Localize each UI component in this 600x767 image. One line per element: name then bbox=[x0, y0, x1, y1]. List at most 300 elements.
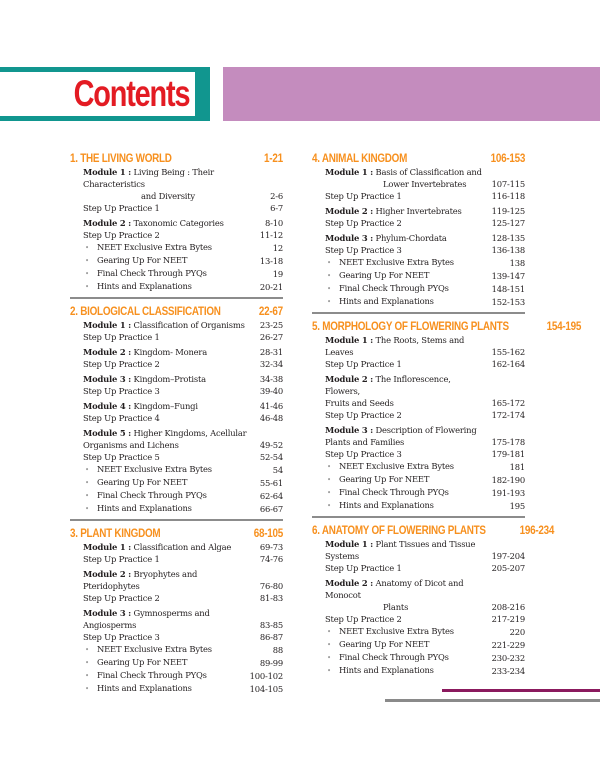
entry-label bbox=[83, 643, 269, 656]
toc-entry[interactable] bbox=[325, 448, 525, 460]
toc-entry[interactable] bbox=[325, 409, 525, 421]
entry-title: Final Check Through PYQs bbox=[339, 652, 449, 662]
toc-entry[interactable] bbox=[83, 669, 283, 682]
entry-label bbox=[83, 267, 269, 280]
chapter-pages: 22-67 bbox=[258, 306, 283, 318]
toc-entry[interactable] bbox=[83, 319, 283, 331]
entry-pages: 54 bbox=[272, 465, 283, 475]
toc-column-right bbox=[312, 152, 581, 683]
entry-title: Step Up Practice 1 bbox=[83, 554, 160, 564]
module-title: Gymnosperms and Angiosperms bbox=[83, 608, 210, 630]
toc-entry[interactable] bbox=[83, 427, 283, 451]
toc-entry[interactable] bbox=[83, 631, 283, 643]
entry-title: Step Up Practice 1 bbox=[83, 203, 160, 213]
module-title: Kingdom- Monera bbox=[133, 347, 208, 357]
entry-label bbox=[325, 334, 488, 358]
toc-entry[interactable] bbox=[83, 476, 283, 489]
toc-entry[interactable] bbox=[325, 473, 525, 486]
module-label: Module 4 : bbox=[83, 401, 132, 411]
entry-pages: 175-178 bbox=[491, 437, 525, 447]
entry-title: Step Up Practice 2 bbox=[325, 410, 402, 420]
module-title: Phylum-Chordata bbox=[375, 233, 447, 243]
module-label: Module 1 : bbox=[325, 335, 374, 345]
entry-label bbox=[83, 166, 266, 202]
toc-entry[interactable] bbox=[325, 232, 525, 244]
entry-label bbox=[325, 424, 488, 448]
entry-label bbox=[83, 385, 256, 397]
entry-pages: 49-52 bbox=[259, 440, 283, 450]
entry-label bbox=[325, 577, 488, 613]
module-title-continued: Fruits and Seeds bbox=[325, 398, 394, 408]
entry-title: Gearing Up For NEET bbox=[97, 657, 188, 667]
toc-entry[interactable] bbox=[325, 373, 525, 409]
entry-pages: 138 bbox=[509, 258, 525, 268]
chapter-entries bbox=[312, 334, 525, 512]
entry-title: Step Up Practice 1 bbox=[83, 332, 160, 342]
entry-title: Final Check Through PYQs bbox=[339, 283, 449, 293]
entry-pages: 139-147 bbox=[491, 271, 525, 281]
entry-label bbox=[83, 319, 256, 331]
entry-title: Hints and Explanations bbox=[339, 665, 434, 675]
module-label: Module 2 : bbox=[325, 206, 374, 216]
module-title-continued: and Diversity bbox=[141, 191, 195, 201]
entry-title: Hints and Explanations bbox=[97, 683, 192, 693]
entry-pages: 69-73 bbox=[259, 542, 283, 552]
chapter-divider bbox=[70, 297, 283, 299]
entry-label bbox=[83, 217, 261, 229]
entry-label bbox=[325, 538, 488, 562]
entry-label bbox=[83, 592, 256, 604]
module-title: Description of Flowering bbox=[375, 425, 477, 435]
entry-label bbox=[83, 682, 246, 695]
entry-pages: 208-216 bbox=[491, 602, 525, 612]
entry-title: Hints and Explanations bbox=[97, 281, 192, 291]
toc-entry[interactable] bbox=[325, 577, 525, 613]
toc-entry[interactable] bbox=[83, 346, 283, 358]
toc-entry[interactable] bbox=[325, 166, 525, 190]
chapter-pages: 154-195 bbox=[546, 321, 581, 333]
chapter-entries bbox=[312, 166, 525, 308]
toc-entry[interactable] bbox=[83, 385, 283, 397]
footer-decor-line-magenta bbox=[442, 689, 600, 692]
entry-label bbox=[325, 486, 488, 499]
entry-title: NEET Exclusive Extra Bytes bbox=[97, 644, 212, 654]
entry-label bbox=[83, 541, 256, 553]
toc-entry[interactable] bbox=[325, 334, 525, 358]
entry-pages: 172-174 bbox=[491, 410, 525, 420]
entry-pages: 119-125 bbox=[491, 206, 525, 216]
entry-label bbox=[325, 664, 488, 677]
toc-entry[interactable] bbox=[325, 205, 525, 217]
toc-entry[interactable] bbox=[83, 267, 283, 280]
entry-title: Step Up Practice 3 bbox=[325, 245, 402, 255]
entry-pages: 233-234 bbox=[491, 666, 525, 676]
module-label: Module 1 : bbox=[83, 542, 132, 552]
chapter-title[interactable]: 2. BIOLOGICAL CLASSIFICATION bbox=[70, 306, 221, 318]
chapter-title[interactable]: 6. ANATOMY OF FLOWERING PLANTS bbox=[312, 525, 486, 537]
toc-entry[interactable] bbox=[83, 682, 283, 695]
entry-pages: 128-135 bbox=[491, 233, 525, 243]
chapter-heading[interactable] bbox=[312, 320, 581, 334]
entry-title: Step Up Practice 4 bbox=[83, 413, 160, 423]
module-title: Kingdom–Protista bbox=[133, 374, 206, 384]
entry-title: Final Check Through PYQs bbox=[339, 487, 449, 497]
entry-pages: 136-138 bbox=[491, 245, 525, 255]
entry-pages: 217-219 bbox=[491, 614, 525, 624]
entry-label bbox=[325, 473, 488, 486]
entry-pages: 230-232 bbox=[491, 653, 525, 663]
module-label: Module 3 : bbox=[83, 608, 132, 618]
chapter-heading[interactable] bbox=[312, 152, 525, 166]
module-title-continued: Lower Invertebrates bbox=[383, 179, 467, 189]
toc-entry[interactable] bbox=[83, 331, 283, 343]
entry-pages: 179-181 bbox=[491, 449, 525, 459]
entry-pages: 52-54 bbox=[259, 452, 283, 462]
entry-label bbox=[325, 205, 488, 217]
entry-pages: 221-229 bbox=[491, 640, 525, 650]
entry-label bbox=[83, 202, 266, 214]
entry-title: Step Up Practice 5 bbox=[83, 452, 160, 462]
entry-label bbox=[83, 427, 256, 451]
toc-entry[interactable] bbox=[325, 638, 525, 651]
entry-pages: 66-67 bbox=[259, 504, 283, 514]
toc-entry[interactable] bbox=[325, 282, 525, 295]
toc-chapter bbox=[70, 152, 283, 299]
module-label: Module 3 : bbox=[325, 425, 374, 435]
module-label: Module 1 : bbox=[325, 539, 374, 549]
entry-label bbox=[83, 568, 256, 592]
entry-pages: 55-61 bbox=[259, 478, 283, 488]
chapter-pages: 1-21 bbox=[264, 153, 283, 165]
chapter-divider bbox=[312, 516, 525, 518]
toc-entry[interactable] bbox=[325, 538, 525, 562]
entry-pages: 148-151 bbox=[491, 284, 525, 294]
entry-title: NEET Exclusive Extra Bytes bbox=[339, 257, 454, 267]
chapter-divider bbox=[312, 312, 525, 314]
page-title: Contents bbox=[73, 73, 189, 114]
entry-label bbox=[83, 656, 256, 669]
entry-label bbox=[325, 295, 488, 308]
entry-label bbox=[325, 613, 488, 625]
entry-label bbox=[83, 346, 256, 358]
toc-entry[interactable] bbox=[325, 256, 525, 269]
entry-pages: 162-164 bbox=[491, 359, 525, 369]
module-label: Module 2 : bbox=[83, 347, 132, 357]
module-title: Anatomy of Dicot and Monocot bbox=[325, 578, 464, 600]
toc-entry[interactable] bbox=[325, 190, 525, 202]
entry-title: Step Up Practice 2 bbox=[83, 593, 160, 603]
entry-title: Step Up Practice 3 bbox=[83, 386, 160, 396]
chapter-title[interactable]: 5. MORPHOLOGY OF FLOWERING PLANTS bbox=[312, 321, 509, 333]
entry-pages: 2-6 bbox=[270, 191, 283, 201]
entry-pages: 182-190 bbox=[491, 475, 525, 485]
entry-pages: 83-85 bbox=[259, 620, 283, 630]
entry-label bbox=[83, 280, 256, 293]
module-title: Living Being : Their Characteristics bbox=[83, 167, 214, 189]
entry-label bbox=[325, 448, 488, 460]
toc-entry[interactable] bbox=[325, 664, 525, 677]
entry-title: Hints and Explanations bbox=[339, 296, 434, 306]
toc-entry[interactable] bbox=[325, 269, 525, 282]
entry-label bbox=[325, 358, 488, 370]
toc-entry[interactable] bbox=[325, 295, 525, 308]
toc-entry[interactable] bbox=[83, 400, 283, 412]
entry-title: Step Up Practice 1 bbox=[325, 191, 402, 201]
module-label: Module 2 : bbox=[325, 374, 374, 384]
entry-title: NEET Exclusive Extra Bytes bbox=[97, 242, 212, 252]
toc-entry[interactable] bbox=[83, 451, 283, 463]
toc-entry[interactable] bbox=[325, 217, 525, 229]
toc-entry[interactable] bbox=[83, 254, 283, 267]
toc-chapter bbox=[70, 305, 283, 521]
chapter-heading[interactable] bbox=[312, 524, 555, 538]
toc-entry[interactable] bbox=[83, 202, 283, 214]
toc-chapter bbox=[70, 527, 283, 695]
entry-pages: 20-21 bbox=[259, 282, 283, 292]
contents-title-box bbox=[0, 67, 210, 121]
module-title-continued: Organisms and Lichens bbox=[83, 440, 179, 450]
entry-title: Step Up Practice 1 bbox=[325, 359, 402, 369]
toc-entry[interactable] bbox=[325, 562, 525, 574]
toc-entry[interactable] bbox=[83, 607, 283, 631]
chapter-pages: 106-153 bbox=[490, 153, 525, 165]
entry-label bbox=[325, 256, 506, 269]
module-title: The Inflorescence, Flowers, bbox=[325, 374, 451, 396]
entry-label bbox=[83, 412, 256, 424]
toc-entry[interactable] bbox=[325, 358, 525, 370]
entry-label bbox=[325, 217, 488, 229]
chapter-title[interactable]: 1. THE LIVING WORLD bbox=[70, 153, 172, 165]
module-title: The Roots, Stems and Leaves bbox=[325, 335, 465, 357]
entry-pages: 100-102 bbox=[249, 671, 283, 681]
entry-title: Step Up Practice 1 bbox=[325, 563, 402, 573]
entry-pages: 125-127 bbox=[491, 218, 525, 228]
chapter-pages: 196-234 bbox=[519, 525, 555, 537]
entry-pages: 220 bbox=[509, 627, 525, 637]
entry-pages: 8-10 bbox=[264, 218, 283, 228]
entry-pages: 6-7 bbox=[270, 203, 283, 213]
entry-label bbox=[325, 190, 488, 202]
entry-label bbox=[83, 502, 256, 515]
entry-label bbox=[325, 373, 488, 409]
entry-title: Gearing Up For NEET bbox=[97, 255, 188, 265]
module-title-continued: Plants bbox=[383, 602, 409, 612]
toc-entry[interactable] bbox=[83, 166, 283, 202]
toc-entry[interactable] bbox=[325, 613, 525, 625]
toc-entry[interactable] bbox=[325, 625, 525, 638]
toc-entry[interactable] bbox=[325, 244, 525, 256]
entry-label bbox=[83, 229, 256, 241]
module-label: Module 5 : bbox=[83, 428, 132, 438]
entry-label bbox=[325, 499, 506, 512]
entry-title: Gearing Up For NEET bbox=[97, 477, 188, 487]
entry-label bbox=[83, 358, 256, 370]
module-title: Classification and Algae bbox=[133, 542, 232, 552]
entry-label bbox=[83, 669, 246, 682]
entry-pages: 89-99 bbox=[259, 658, 283, 668]
entry-pages: 181 bbox=[509, 462, 525, 472]
toc-entry[interactable] bbox=[83, 412, 283, 424]
entry-pages: 34-38 bbox=[259, 374, 283, 384]
toc-entry[interactable] bbox=[83, 592, 283, 604]
toc-entry[interactable] bbox=[83, 358, 283, 370]
entry-title: Hints and Explanations bbox=[97, 503, 192, 513]
entry-label bbox=[83, 489, 256, 502]
toc-entry[interactable] bbox=[83, 541, 283, 553]
entry-label bbox=[325, 638, 488, 651]
entry-label bbox=[83, 451, 256, 463]
chapter-pages: 68-105 bbox=[253, 528, 283, 540]
entry-label bbox=[83, 631, 256, 643]
toc-entry[interactable] bbox=[83, 553, 283, 565]
entry-title: NEET Exclusive Extra Bytes bbox=[339, 461, 454, 471]
entry-label bbox=[325, 166, 488, 190]
entry-label bbox=[325, 562, 488, 574]
chapter-entries bbox=[70, 541, 283, 695]
entry-pages: 152-153 bbox=[491, 297, 525, 307]
module-label: Module 1 : bbox=[83, 167, 132, 177]
entry-title: NEET Exclusive Extra Bytes bbox=[97, 464, 212, 474]
module-label: Module 2 : bbox=[83, 218, 132, 228]
toc-entry[interactable] bbox=[325, 651, 525, 664]
toc-entry[interactable] bbox=[325, 486, 525, 499]
entry-label bbox=[325, 282, 488, 295]
entry-label bbox=[83, 607, 256, 631]
toc-entry[interactable] bbox=[325, 499, 525, 512]
toc-entry[interactable] bbox=[83, 656, 283, 669]
toc-entry[interactable] bbox=[325, 424, 525, 448]
chapter-heading[interactable] bbox=[70, 152, 283, 166]
chapter-entries bbox=[70, 166, 283, 293]
entry-label bbox=[83, 254, 256, 267]
entry-label bbox=[83, 241, 269, 254]
entry-title: NEET Exclusive Extra Bytes bbox=[339, 626, 454, 636]
entry-pages: 76-80 bbox=[259, 581, 283, 591]
entry-pages: 62-64 bbox=[259, 491, 283, 501]
module-title: Plant Tissues and Tissue Systems bbox=[325, 539, 476, 561]
entry-pages: 197-204 bbox=[491, 551, 525, 561]
entry-label bbox=[325, 651, 488, 664]
entry-pages: 46-48 bbox=[259, 413, 283, 423]
entry-title: Step Up Practice 2 bbox=[325, 218, 402, 228]
module-label: Module 1 : bbox=[325, 167, 374, 177]
entry-pages: 191-193 bbox=[491, 488, 525, 498]
entry-pages: 155-162 bbox=[491, 347, 525, 357]
module-label: Module 2 : bbox=[83, 569, 132, 579]
chapter-title[interactable]: 4. ANIMAL KINGDOM bbox=[312, 153, 408, 165]
entry-pages: 12 bbox=[272, 243, 283, 253]
toc-entry[interactable] bbox=[83, 463, 283, 476]
entry-pages: 107-115 bbox=[491, 179, 525, 189]
toc-entry[interactable] bbox=[83, 241, 283, 254]
toc-entry[interactable] bbox=[83, 489, 283, 502]
toc-entry[interactable] bbox=[83, 280, 283, 293]
entry-pages: 39-40 bbox=[259, 386, 283, 396]
entry-pages: 13-18 bbox=[259, 256, 283, 266]
module-label: Module 2 : bbox=[325, 578, 374, 588]
module-label: Module 3 : bbox=[83, 374, 132, 384]
entry-title: Hints and Explanations bbox=[339, 500, 434, 510]
chapter-entries bbox=[70, 319, 283, 515]
toc-entry[interactable] bbox=[83, 217, 283, 229]
entry-pages: 32-34 bbox=[259, 359, 283, 369]
entry-pages: 41-46 bbox=[259, 401, 283, 411]
entry-title: Gearing Up For NEET bbox=[339, 639, 430, 649]
entry-pages: 28-31 bbox=[259, 347, 283, 357]
entry-title: Final Check Through PYQs bbox=[97, 490, 207, 500]
entry-label bbox=[325, 244, 488, 256]
entry-label bbox=[83, 400, 256, 412]
entry-title: Step Up Practice 2 bbox=[83, 359, 160, 369]
toc-column-left bbox=[70, 152, 283, 701]
entry-pages: 195 bbox=[509, 501, 525, 511]
entry-label bbox=[325, 269, 488, 282]
entry-pages: 205-207 bbox=[491, 563, 525, 573]
entry-title: Final Check Through PYQs bbox=[97, 268, 207, 278]
entry-title: Step Up Practice 3 bbox=[83, 632, 160, 642]
toc-entry[interactable] bbox=[83, 643, 283, 656]
entry-pages: 88 bbox=[272, 645, 283, 655]
chapter-heading[interactable] bbox=[70, 305, 283, 319]
entry-label bbox=[83, 476, 256, 489]
entry-label bbox=[83, 331, 256, 343]
module-title: Basis of Classification and bbox=[375, 167, 482, 177]
entry-title: Gearing Up For NEET bbox=[339, 270, 430, 280]
entry-label bbox=[325, 409, 488, 421]
module-title: Taxonomic Categories bbox=[133, 218, 224, 228]
chapter-title[interactable]: 3. PLANT KINGDOM bbox=[70, 528, 161, 540]
entry-label bbox=[83, 373, 256, 385]
chapter-divider bbox=[70, 519, 283, 521]
entry-pages: 19 bbox=[272, 269, 283, 279]
toc-entry[interactable] bbox=[83, 502, 283, 515]
module-title: Classification of Organisms bbox=[133, 320, 245, 330]
entry-title: Step Up Practice 2 bbox=[83, 230, 160, 240]
header-decor-bar bbox=[223, 67, 600, 121]
chapter-entries bbox=[312, 538, 525, 677]
entry-title: Step Up Practice 2 bbox=[325, 614, 402, 624]
toc-chapter bbox=[312, 320, 581, 518]
entry-title: Gearing Up For NEET bbox=[339, 474, 430, 484]
toc-chapter bbox=[312, 524, 555, 677]
entry-pages: 74-76 bbox=[259, 554, 283, 564]
toc-entry[interactable] bbox=[83, 568, 283, 592]
entry-pages: 23-25 bbox=[259, 320, 283, 330]
entry-title: Final Check Through PYQs bbox=[97, 670, 207, 680]
toc-chapter bbox=[312, 152, 525, 314]
entry-pages: 104-105 bbox=[249, 684, 283, 694]
toc-entry[interactable] bbox=[83, 373, 283, 385]
toc-entry[interactable] bbox=[325, 460, 525, 473]
entry-pages: 165-172 bbox=[491, 398, 525, 408]
entry-pages: 116-118 bbox=[491, 191, 525, 201]
entry-label bbox=[83, 463, 269, 476]
entry-label bbox=[325, 460, 506, 473]
module-label: Module 1 : bbox=[83, 320, 132, 330]
entry-label bbox=[325, 232, 488, 244]
module-title: Kingdom–Fungi bbox=[133, 401, 198, 411]
module-title: Bryophytes and Pteridophytes bbox=[83, 569, 198, 591]
entry-pages: 81-83 bbox=[259, 593, 283, 603]
module-title-continued: Plants and Families bbox=[325, 437, 405, 447]
entry-label bbox=[325, 625, 506, 638]
entry-title: Step Up Practice 3 bbox=[325, 449, 402, 459]
chapter-heading[interactable] bbox=[70, 527, 283, 541]
entry-label bbox=[83, 553, 256, 565]
entry-pages: 26-27 bbox=[259, 332, 283, 342]
toc-entry[interactable] bbox=[83, 229, 283, 241]
module-title: Higher Kingdoms, Acellular bbox=[133, 428, 247, 438]
